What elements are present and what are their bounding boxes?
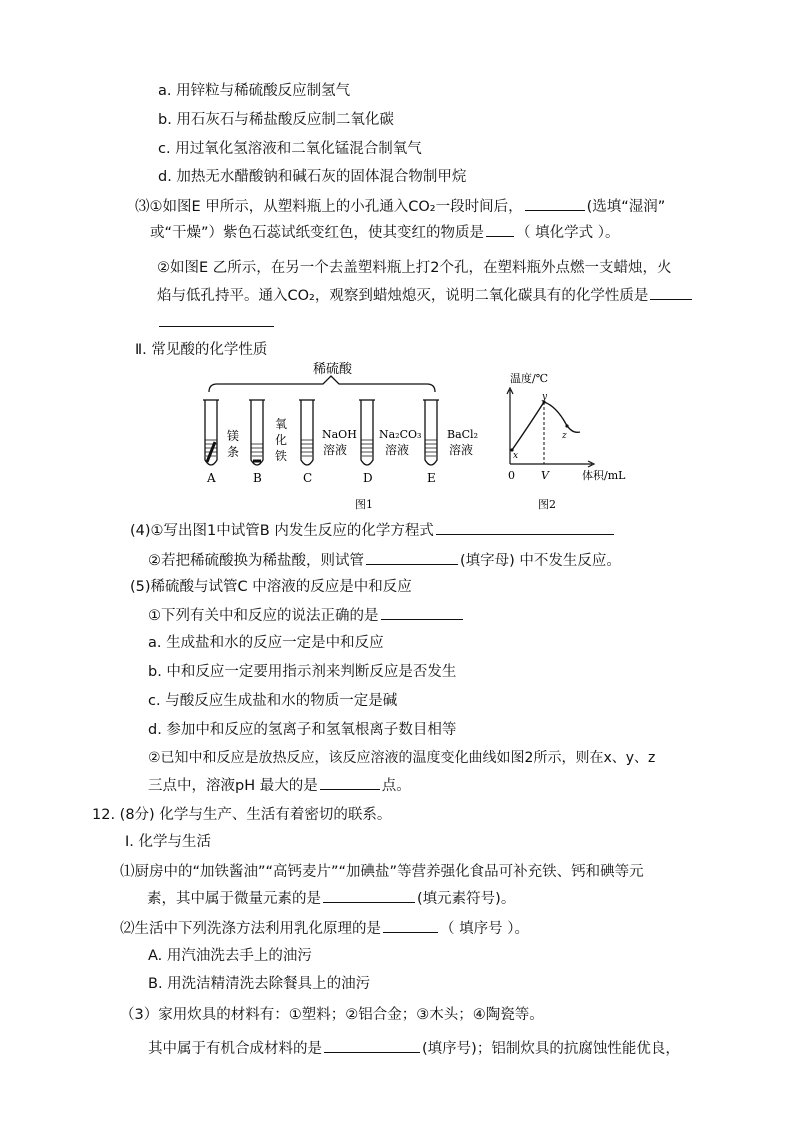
tube-letter: B	[253, 471, 262, 485]
q4-line1: (4)①写出图1中试管B 内发生反应的化学方程式	[130, 520, 616, 541]
q5-line4: 三点中，溶液pH 最大的是 点。	[148, 775, 411, 796]
answer-blank[interactable]	[381, 605, 463, 620]
section-title: I. 化学与生活	[125, 834, 211, 850]
tube-C	[299, 400, 357, 485]
q12-p2: ⑵生活中下列洗涤方法利用乳化原理的是 （ 填序号 ）。	[120, 918, 529, 939]
q4-line2: ②若把稀硫酸换为稀盐酸，则试管 (填字母) 中不发生反应。	[148, 550, 621, 571]
tube-label: 溶液	[323, 443, 348, 457]
answer-blank[interactable]	[486, 222, 514, 237]
q5-option-c: c. 与酸反应生成盐和水的物质一定是碱	[148, 693, 398, 709]
q3-line3: ②如图E 乙所示，在另一个去盖塑料瓶上打2个孔，在塑料瓶外点燃一支蜡烛，火	[157, 260, 672, 276]
x-axis-label: 体积/mL	[582, 469, 626, 482]
q12-p3: （3）家用炊具的材料有：①塑料；②铝合金；③木头；④陶瓷等。	[120, 1007, 544, 1023]
point-z: z	[562, 431, 567, 441]
answer-blank[interactable]	[525, 196, 585, 211]
tube-letter: A	[207, 471, 216, 485]
point-x: x	[513, 451, 519, 461]
option-d: d. 加热无水醋酸钠和碱石灰的固体混合物制甲烷	[158, 169, 467, 185]
q12-p1-line2: 素，其中属于微量元素的是 (填元素符号)。	[147, 888, 515, 909]
tube-label: 溶液	[385, 443, 410, 457]
tube-D	[359, 400, 421, 485]
tube-label: Na₂CO₃	[379, 428, 422, 441]
tube-label: 溶液	[449, 443, 474, 457]
q5-option-d: d. 参加中和反应的氢离子和氢氧根离子数目相等	[148, 722, 457, 738]
answer-blank[interactable]	[159, 312, 274, 327]
temperature-curve	[512, 402, 580, 450]
bracket	[209, 376, 435, 392]
answer-blank[interactable]	[324, 1038, 420, 1053]
tube-label: 化	[275, 433, 288, 447]
answer-blank[interactable]	[323, 888, 415, 903]
tube-label: 铁	[275, 449, 288, 463]
figure-2-temperature-curve	[500, 362, 640, 515]
figure-caption: 图1	[355, 498, 373, 511]
answer-blank[interactable]	[320, 775, 380, 790]
q5-line3: ②已知中和反应是放热反应，该反应溶液的温度变化曲线如图2所示，则在x、y、z	[148, 750, 656, 766]
question-12-heading: 12. (8分) 化学与生产、生活有着密切的联系。	[92, 807, 392, 823]
q5-option-b: b. 中和反应一定要用指示剂来判断反应是否发生	[148, 664, 457, 680]
tube-label: 氧	[275, 417, 288, 431]
origin-label: 0	[508, 469, 515, 482]
tube-letter: D	[363, 471, 373, 485]
figure-caption: 图2	[538, 498, 556, 511]
q5-line2: ①下列有关中和反应的说法正确的是	[148, 605, 465, 626]
q12-p2-option-a: A. 用汽油洗去手上的油污	[148, 948, 312, 964]
q12-p1-line1: ⑴厨房中的“加铁酱油”“高钙麦片”“加碘盐”等营养强化食品可补充铁、钙和碘等元	[120, 864, 644, 880]
answer-blank[interactable]	[436, 520, 614, 535]
tube-label: 镁	[227, 429, 240, 443]
answer-blank[interactable]	[383, 918, 438, 933]
q3-line5	[157, 312, 276, 333]
q5-line1: (5)稀硫酸与试管C 中溶液的反应是中和反应	[130, 579, 412, 595]
figure-1-test-tubes	[195, 360, 495, 515]
q3-line2: 或“干燥”）紫色石蕊试纸变红色，使其变红的物质是 （ 填化学式 ）。	[150, 222, 620, 243]
tube-label: BaCl₂	[447, 428, 478, 441]
q3-line4: 焰与低孔持平。通入CO₂，观察到蜡烛熄灭，说明二氧化碳具有的化学性质是	[157, 285, 694, 306]
tube-letter: E	[427, 471, 436, 485]
q12-p3-line2: 其中属于有机合成材料的是 (填序号)；铝制炊具的抗腐蚀性能优良，	[148, 1038, 680, 1059]
acid-label: 稀硫酸	[313, 362, 353, 377]
tube-label: NaOH	[322, 428, 357, 441]
q5-option-a: a. 生成盐和水的反应一定是中和反应	[148, 635, 384, 651]
tube-letter: C	[303, 471, 313, 485]
section-title: Ⅱ. 常见酸的化学性质	[135, 342, 268, 358]
option-a: a. 用锌粒与稀硫酸反应制氢气	[158, 83, 351, 99]
tube-E	[423, 400, 478, 485]
q3-line1: ⑶①如图E 甲所示，从塑料瓶上的小孔通入CO₂一段时间后， (选填“湿润”	[135, 196, 665, 217]
tube-label: 条	[227, 445, 240, 459]
q12-p2-option-b: B. 用洗洁精清洗去除餐具上的油污	[148, 976, 371, 992]
answer-blank[interactable]	[650, 285, 692, 300]
option-b: b. 用石灰石与稀盐酸反应制二氧化碳	[158, 112, 394, 128]
answer-blank[interactable]	[366, 550, 458, 565]
tube-A	[203, 400, 239, 485]
tube-B	[249, 400, 287, 485]
option-c: c. 用过氧化氢溶液和二氧化锰混合制氧气	[158, 141, 422, 157]
y-axis-label: 温度/℃	[510, 372, 549, 385]
point-y: y	[542, 392, 548, 402]
v-tick-label: V	[541, 469, 549, 482]
